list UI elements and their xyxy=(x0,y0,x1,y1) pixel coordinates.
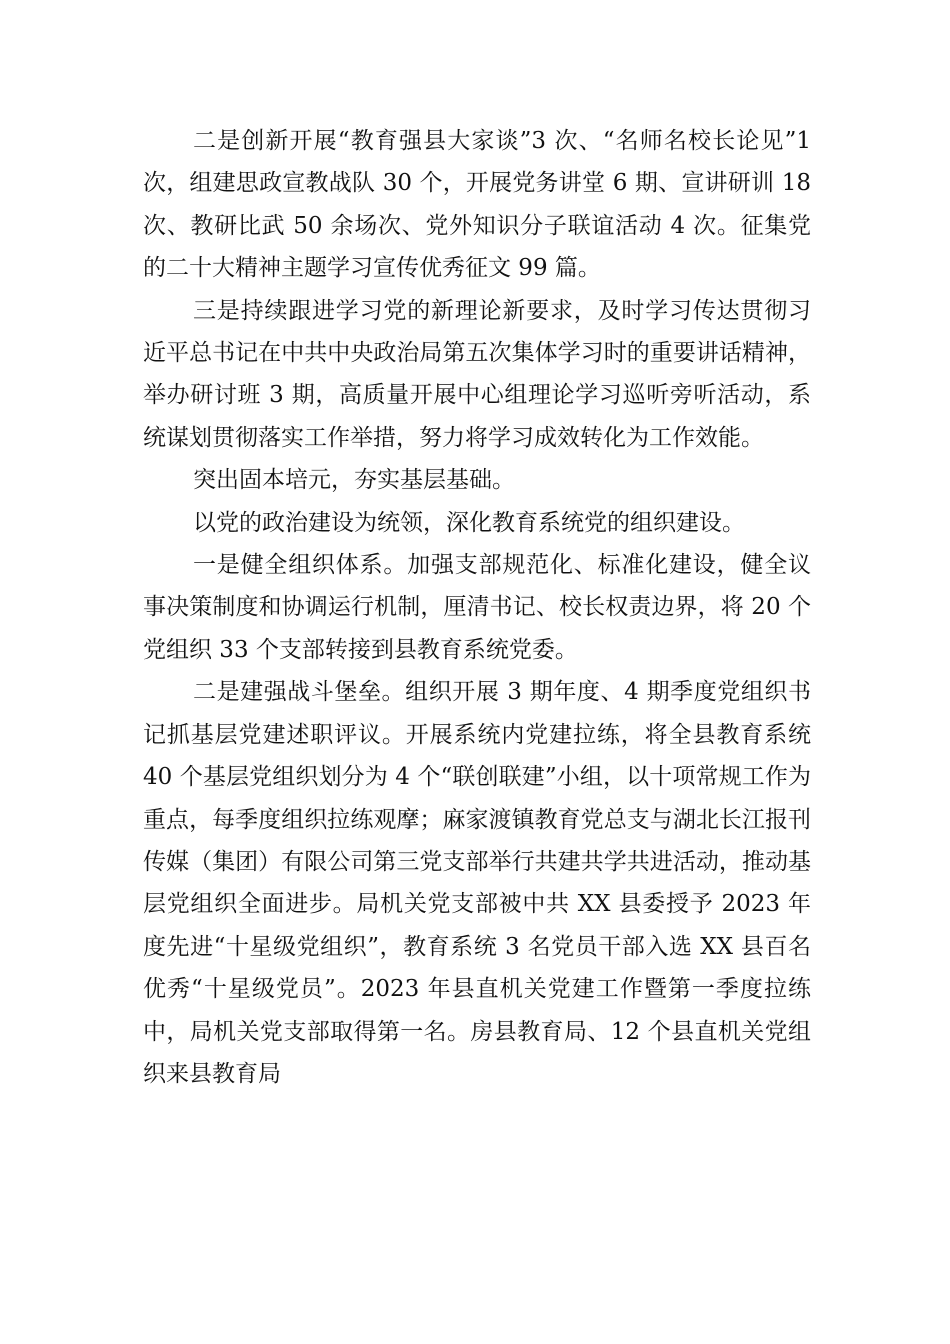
paragraph-1: 二是创新开展“教育强县大家谈”3 次、“名师名校长论见”1 次，组建思政宣教战队 30 个，开展党务讲堂 6 期、宣讲研训 18 次、教研比武 50 余场次、党外知识分子联谊活动 4 次。征集党的二十大精神主题学习宣传优秀征文 99 篇。 xyxy=(143,128,811,282)
paragraph-5: 一是健全组织体系。加强支部规范化、标准化建设，健全议事决策制度和协调运行机制，厘清书记、校长权责边界，将 20 个党组织 33 个支部转接到县教育系统党委。 xyxy=(143,552,811,663)
paragraph-6: 二是建强战斗堡垒。组织开展 3 期年度、4 期季度党组织书记抓基层党建述职评议。开展系统内党建拉练，将全县教育系统 40 个基层党组织划分为 4 个“联创联建”小组，以十项常规工作为重点，每季度组织拉练观摩；麻家渡镇教育党总支与湖北长江报刊传媒（集团）有限公司第三党支部举行共建共学共进活动，推动基层党组织全面进步。局机关党支部被中共 XX 县委授予 2023 年度先进“十星级党组织”，教育系统 3 名党员干部入选 XX 县百名优秀“十星级党员”。2023 年县直机关党建工作暨第一季度拉练中，局机关党支部取得第一名。房县教育局、12 个县直机关党组织来县教育局 xyxy=(143,679,811,1087)
document-body xyxy=(143,120,811,1095)
paragraph-3-heading: 突出固本培元，夯实基层基础。 xyxy=(193,467,515,494)
paragraph-4: 以党的政治建设为统领，深化教育系统党的组织建设。 xyxy=(193,509,745,536)
paragraph-2: 三是持续跟进学习党的新理论新要求，及时学习传达贯彻习近平总书记在中共中央政治局第五次集体学习时的重要讲话精神，举办研讨班 3 期，高质量开展中心组理论学习巡听旁听活动，系统谋划贯彻落实工作举措，努力将学习成效转化为工作效能。 xyxy=(143,297,811,451)
